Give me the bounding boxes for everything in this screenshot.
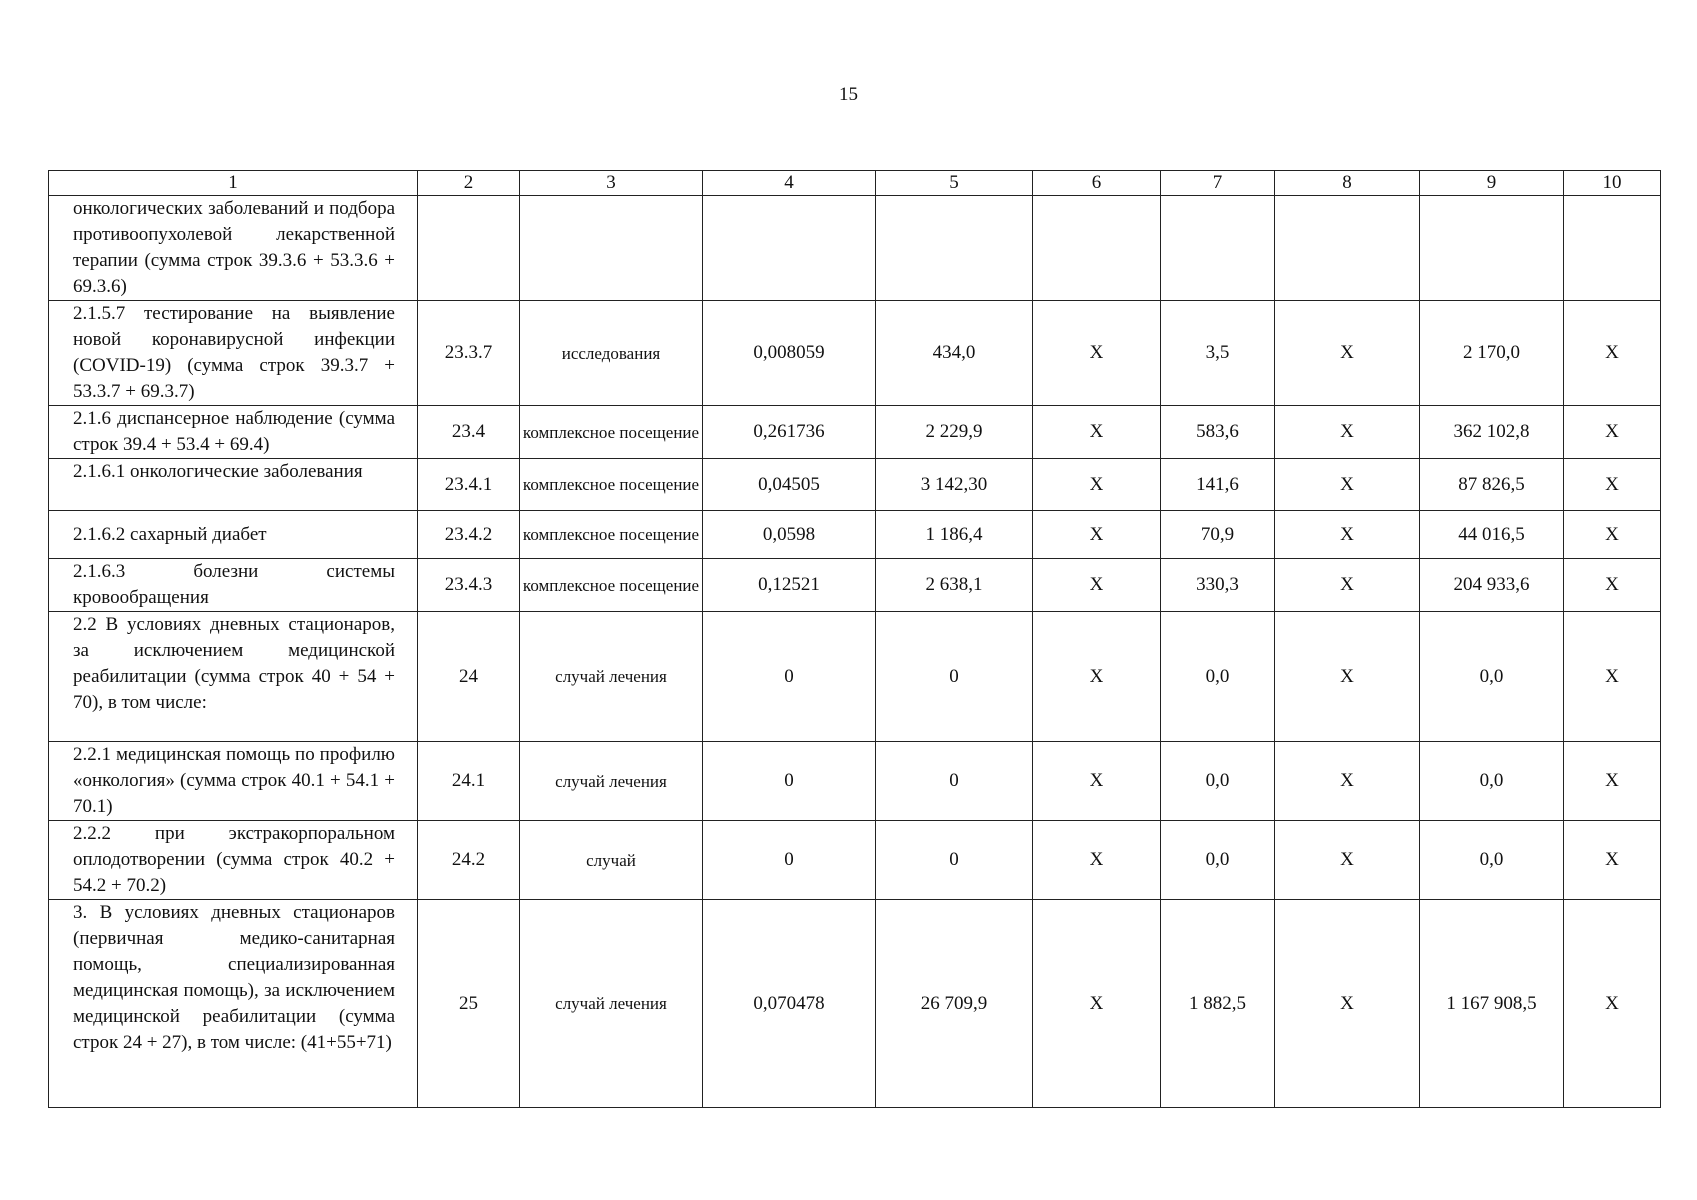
row-col-5: 0: [876, 612, 1033, 742]
row-col-5: 0: [876, 821, 1033, 900]
row-col-6: X: [1033, 821, 1161, 900]
table-row: [49, 301, 1661, 406]
row-col-7: 330,3: [1161, 559, 1275, 612]
row-col-6: X: [1033, 742, 1161, 821]
row-col-6: X: [1033, 559, 1161, 612]
row-col-6: X: [1033, 459, 1161, 511]
row-col-8: X: [1275, 612, 1420, 742]
row-col-8: [1275, 196, 1420, 301]
row-unit: случай лечения: [520, 742, 703, 821]
row-col-9: 2 170,0: [1420, 301, 1564, 406]
row-col-9: 44 016,5: [1420, 511, 1564, 559]
row-col-5: 0: [876, 742, 1033, 821]
row-col-8: X: [1275, 511, 1420, 559]
row-col-5: 3 142,30: [876, 459, 1033, 511]
row-unit: случай лечения: [520, 900, 703, 1108]
table-row: [49, 900, 1661, 1108]
row-col-8: X: [1275, 406, 1420, 459]
row-name: 2.1.6.3 болезни системы кровообращения: [49, 559, 418, 612]
row-col-9: [1420, 196, 1564, 301]
row-col-4: 0,04505: [703, 459, 876, 511]
row-col-9: 1 167 908,5: [1420, 900, 1564, 1108]
table-row: [49, 559, 1661, 612]
row-unit: случай лечения: [520, 612, 703, 742]
row-col-4: 0: [703, 742, 876, 821]
row-col-5: 26 709,9: [876, 900, 1033, 1108]
row-col-6: X: [1033, 612, 1161, 742]
row-name: 2.2 В условиях дневных стационаров, за исключением медицинской реабилитации (сумма строк 40 + 54 + 70), в том числе:: [49, 612, 418, 742]
row-col-5: 2 638,1: [876, 559, 1033, 612]
row-unit: комплексное посещение: [520, 459, 703, 511]
row-code: 23.4.1: [418, 459, 520, 511]
row-name: 3. В условиях дневных стационаров (первичная медико-санитарная помощь, специализированная медицинская помощь), за исключением медицинской реабилитации (сумма строк 24 + 27), в том числе: (41+55+71): [49, 900, 418, 1108]
row-code: [418, 196, 520, 301]
row-col-8: X: [1275, 821, 1420, 900]
row-code: 24.1: [418, 742, 520, 821]
row-col-7: 141,6: [1161, 459, 1275, 511]
row-name: 2.1.6.2 сахарный диабет: [49, 511, 418, 559]
indicators-table: [48, 170, 1661, 1108]
row-col-5: 434,0: [876, 301, 1033, 406]
row-col-9: 0,0: [1420, 742, 1564, 821]
row-name: 2.1.6 диспансерное наблюдение (сумма строк 39.4 + 53.4 + 69.4): [49, 406, 418, 459]
row-col-4: 0: [703, 821, 876, 900]
page-number: 15: [839, 84, 858, 105]
row-col-9: 87 826,5: [1420, 459, 1564, 511]
row-col-4: [703, 196, 876, 301]
column-number-5: 5: [876, 171, 1033, 196]
row-col-6: X: [1033, 900, 1161, 1108]
column-number-1: 1: [49, 171, 418, 196]
row-name: 2.1.6.1 онкологические заболевания: [49, 459, 418, 511]
column-number-2: 2: [418, 171, 520, 196]
row-col-5: 2 229,9: [876, 406, 1033, 459]
row-unit: исследования: [520, 301, 703, 406]
row-col-8: X: [1275, 301, 1420, 406]
row-code: 23.4.2: [418, 511, 520, 559]
row-col-10: X: [1564, 511, 1661, 559]
table-row: [49, 821, 1661, 900]
column-number-4: 4: [703, 171, 876, 196]
row-col-4: 0,0598: [703, 511, 876, 559]
column-number-9: 9: [1420, 171, 1564, 196]
row-col-9: 362 102,8: [1420, 406, 1564, 459]
row-code: 23.3.7: [418, 301, 520, 406]
row-col-10: X: [1564, 406, 1661, 459]
row-col-10: X: [1564, 900, 1661, 1108]
row-col-10: X: [1564, 612, 1661, 742]
column-number-6: 6: [1033, 171, 1161, 196]
column-number-8: 8: [1275, 171, 1420, 196]
row-col-7: [1161, 196, 1275, 301]
row-col-8: X: [1275, 459, 1420, 511]
row-code: 23.4: [418, 406, 520, 459]
row-unit: комплексное посещение: [520, 406, 703, 459]
row-col-10: X: [1564, 301, 1661, 406]
column-number-3: 3: [520, 171, 703, 196]
column-number-7: 7: [1161, 171, 1275, 196]
row-col-7: 0,0: [1161, 612, 1275, 742]
row-col-7: 583,6: [1161, 406, 1275, 459]
row-col-10: X: [1564, 742, 1661, 821]
row-col-4: 0: [703, 612, 876, 742]
row-col-4: 0,008059: [703, 301, 876, 406]
row-unit: комплексное посещение: [520, 559, 703, 612]
row-col-5: 1 186,4: [876, 511, 1033, 559]
row-col-8: X: [1275, 742, 1420, 821]
row-name: 2.1.5.7 тестирование на выявление новой коронавирусной инфекции (COVID-19) (сумма строк 39.3.7 + 53.3.7 + 69.3.7): [49, 301, 418, 406]
row-unit: комплексное посещение: [520, 511, 703, 559]
row-col-6: X: [1033, 301, 1161, 406]
row-col-7: 70,9: [1161, 511, 1275, 559]
row-unit: случай: [520, 821, 703, 900]
row-col-6: [1033, 196, 1161, 301]
table-row: [49, 612, 1661, 742]
column-number-10: 10: [1564, 171, 1661, 196]
row-col-9: 0,0: [1420, 821, 1564, 900]
row-col-7: 0,0: [1161, 742, 1275, 821]
row-col-7: 1 882,5: [1161, 900, 1275, 1108]
row-col-4: 0,12521: [703, 559, 876, 612]
row-col-9: 204 933,6: [1420, 559, 1564, 612]
row-col-9: 0,0: [1420, 612, 1564, 742]
row-col-8: X: [1275, 900, 1420, 1108]
row-unit: [520, 196, 703, 301]
row-col-4: 0,261736: [703, 406, 876, 459]
column-number-row: [49, 171, 1661, 196]
row-name: 2.2.1 медицинская помощь по профилю «онкология» (сумма строк 40.1 + 54.1 + 70.1): [49, 742, 418, 821]
table-row: [49, 742, 1661, 821]
row-col-5: [876, 196, 1033, 301]
table-row: [49, 196, 1661, 301]
row-col-8: X: [1275, 559, 1420, 612]
row-code: 24: [418, 612, 520, 742]
row-name: 2.2.2 при экстракорпоральном оплодотворении (сумма строк 40.2 + 54.2 + 70.2): [49, 821, 418, 900]
table-row: [49, 511, 1661, 559]
row-col-6: X: [1033, 406, 1161, 459]
row-col-6: X: [1033, 511, 1161, 559]
row-col-10: X: [1564, 559, 1661, 612]
row-col-7: 0,0: [1161, 821, 1275, 900]
row-code: 23.4.3: [418, 559, 520, 612]
row-col-10: [1564, 196, 1661, 301]
row-code: 24.2: [418, 821, 520, 900]
row-code: 25: [418, 900, 520, 1108]
row-col-10: X: [1564, 821, 1661, 900]
table-row: [49, 459, 1661, 511]
row-col-7: 3,5: [1161, 301, 1275, 406]
row-name: онкологических заболеваний и подбора противоопухолевой лекарственной терапии (сумма строк 39.3.6 + 53.3.6 + 69.3.6): [49, 196, 418, 301]
row-col-4: 0,070478: [703, 900, 876, 1108]
row-col-10: X: [1564, 459, 1661, 511]
table-row: [49, 406, 1661, 459]
